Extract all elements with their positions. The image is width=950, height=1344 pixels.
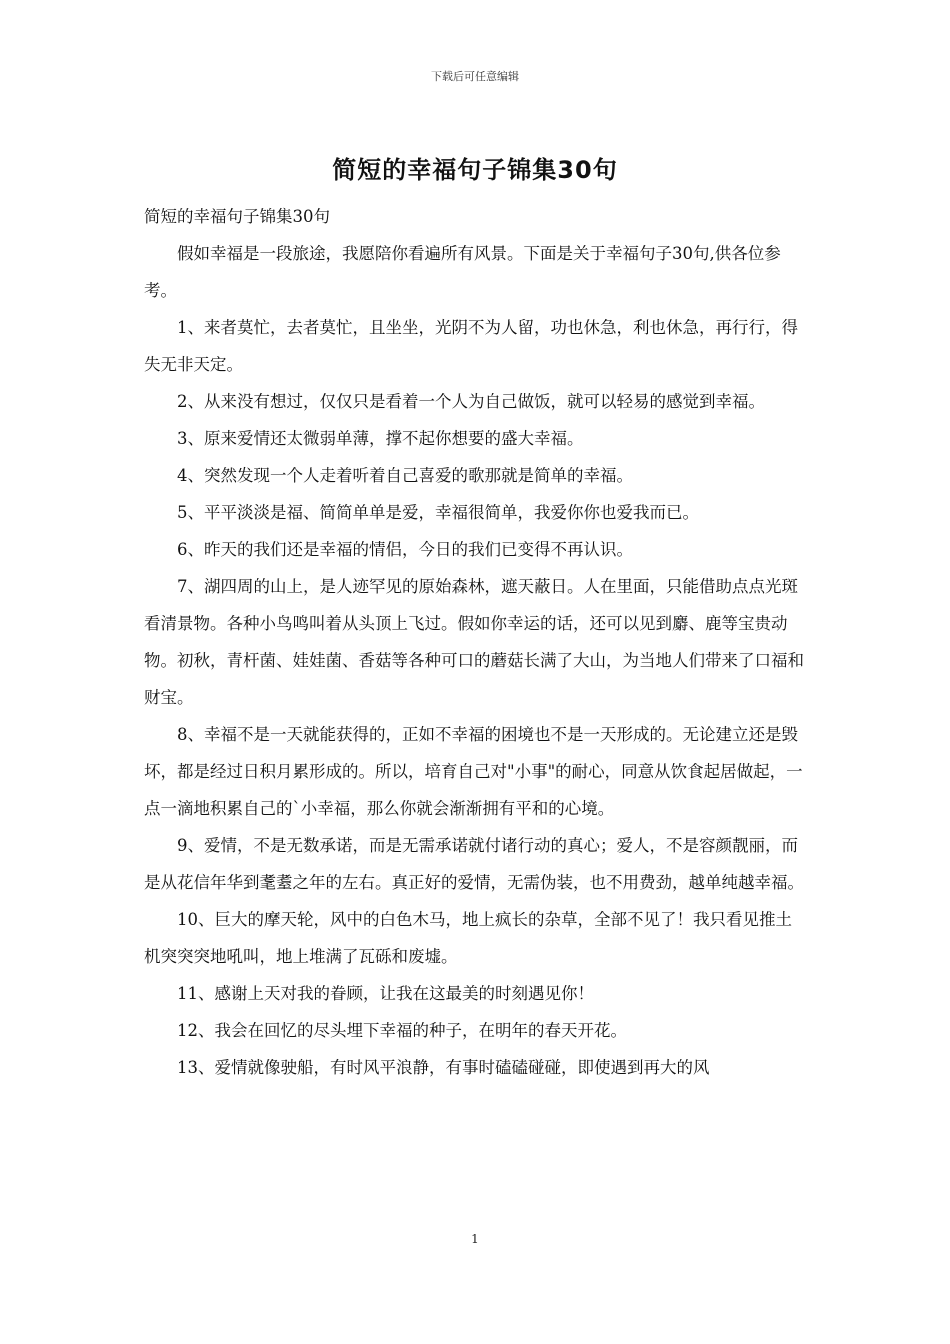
- header-note: 下载后可任意编辑: [431, 70, 519, 83]
- page-number: 1: [471, 1232, 479, 1246]
- list-item: 4、突然发现一个人走着听着自己喜爱的歌那就是简单的幸福。: [177, 466, 633, 485]
- list-item: 12、我会在回忆的尽头埋下幸福的种子，在明年的春天开花。: [177, 1021, 627, 1040]
- list-item: 10、巨大的摩天轮，风中的白色木马，地上疯长的杂草，全部不见了！我只看见推土机突突突地吼叫，地上堆满了瓦砾和废墟。: [144, 910, 792, 966]
- list-item: 8、幸福不是一天就能获得的，正如不幸福的困境也不是一天形成的。无论建立还是毁坏，都是经过日积月累形成的。所以，培育自己对"小事"的耐心，同意从饮食起居做起，一点一滴地积累自己的`小幸福，那么你就会渐渐拥有平和的心境。: [144, 725, 803, 818]
- list-item: 11、感谢上天对我的眷顾，让我在这最美的时刻遇见你！: [177, 984, 594, 1003]
- document-title: 简短的幸福句子锦集30句: [332, 156, 618, 184]
- list-item: 7、湖四周的山上，是人迹罕见的原始森林，遮天蔽日。人在里面，只能借助点点光斑看清景物。各种小鸟鸣叫着从头顶上飞过。假如你幸运的话，还可以见到麝、鹿等宝贵动物。初秋，青杆菌、娃娃菌、香菇等各种可口的蘑菇长满了大山，为当地人们带来了口福和财宝。: [144, 577, 804, 707]
- intro-paragraph: 假如幸福是一段旅途，我愿陪你看遍所有风景。下面是关于幸福句子30句,供各位参考。: [144, 244, 781, 300]
- document-body: [144, 198, 808, 1086]
- list-item: 6、昨天的我们还是幸福的情侣，今日的我们已变得不再认识。: [177, 540, 633, 559]
- list-item: 3、原来爱情还太微弱单薄，撑不起你想要的盛大幸福。: [177, 429, 584, 448]
- list-item: 13、爱情就像驶船，有时风平浪静，有事时磕磕碰碰，即使遇到再大的风: [177, 1058, 710, 1077]
- list-item: 5、平平淡淡是福、简简单单是爱，幸福很简单，我爱你你也爱我而已。: [177, 503, 699, 522]
- list-item: 9、爱情，不是无数承诺，而是无需承诺就付诸行动的真心；爱人，不是容颜靓丽，而是从花信年华到耄耋之年的左右。真正好的爱情，无需伪装，也不用费劲，越单纯越幸福。: [144, 836, 804, 892]
- subtitle-line: 简短的幸福句子锦集30句: [144, 207, 330, 226]
- list-item: 2、从来没有想过，仅仅只是看着一个人为自己做饭，就可以轻易的感觉到幸福。: [177, 392, 765, 411]
- list-item: 1、来者莫忙，去者莫忙，且坐坐，光阴不为人留，功也休急，利也休急，再行行，得失无非天定。: [144, 318, 798, 374]
